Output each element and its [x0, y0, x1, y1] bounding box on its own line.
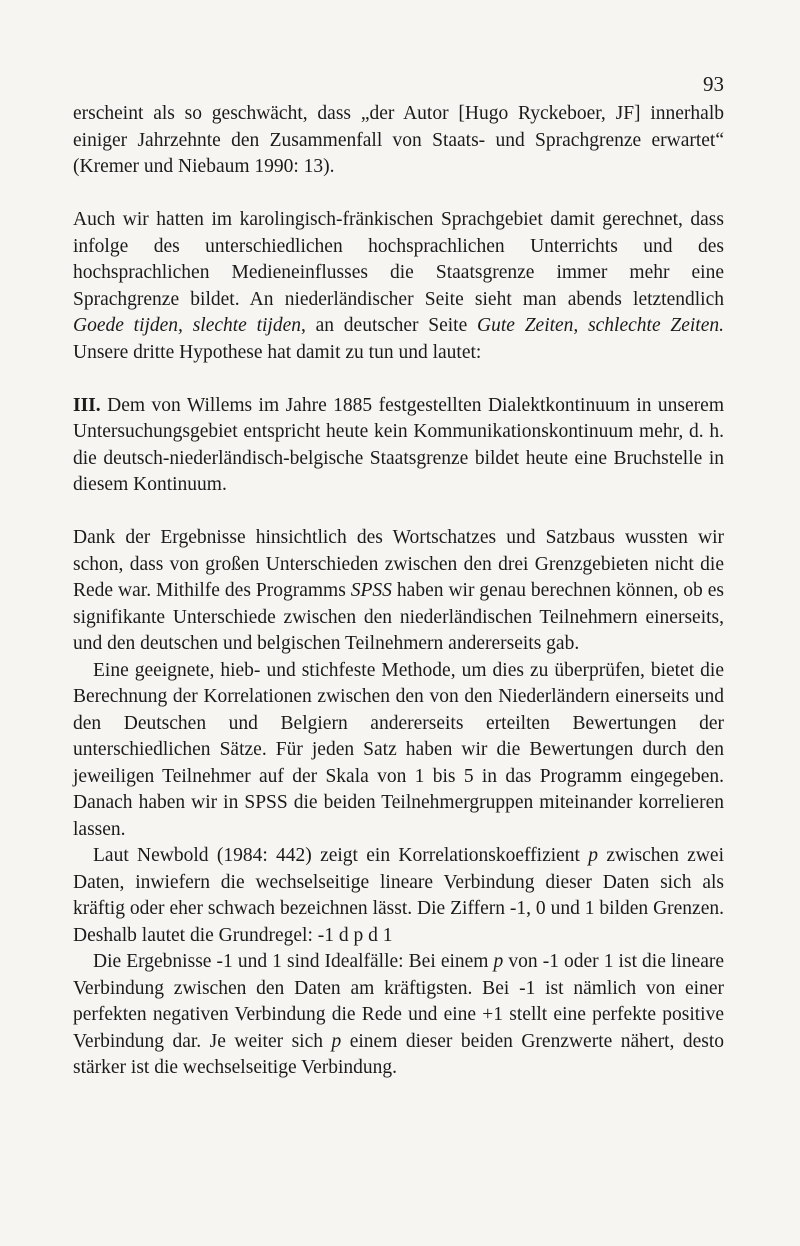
paragraph-2 [73, 207, 724, 366]
paragraph-7-text-c: einem dieser beiden Grenzwerte nähert, desto stärker ist die wechselseitige Verbindung. [73, 1030, 725, 1078]
paragraph-4 [73, 525, 724, 658]
paragraph-6 [73, 843, 724, 949]
body-text [73, 101, 724, 1082]
paragraph-2-text-b: , an deutscher Seite [301, 315, 478, 336]
hypothesis-text: Dem von Willems im Jahre 1885 festgestellten Dialektkontinuum in unserem Untersuchungsgebiet entspricht heute kein Kommunikationskontinuum mehr, d. h. die deutsch-niederländisch-belgische Staatsgrenze bildet heute eine Bruchstelle in diesem Kontinuum. [73, 394, 724, 495]
paragraph-7-text-a: Die Ergebnisse -1 und 1 sind Idealfälle: Bei einem [93, 951, 494, 972]
paragraph-2-text-a: Auch wir hatten im karolingisch-fränkischen Sprachgebiet damit gerechnet, dass infolge des unterschiedlichen hochsprachlichen Unterrichts und des hochsprachlichen Medieneinflusses die Staatsgrenze immer mehr eine Sprachgrenze bildet. An niederländischer Seite sieht man abends letztendlich [73, 209, 724, 310]
hypothesis-three [73, 393, 724, 499]
title-gute-zeiten: Gute Zeiten, schlechte Zeiten. [477, 315, 724, 336]
paragraph-1: erscheint als so geschwächt, dass „der Autor [Hugo Ryckeboer, JF] innerhalb einiger Jahrzehnte den Zusammenfall von Staats- und Sprachgrenze erwartet“ (Kremer und Niebaum 1990: 13). [73, 103, 724, 177]
paragraph-6-text-a: Laut Newbold (1984: 442) zeigt ein Korrelationskoeffizient [93, 845, 589, 866]
title-goede-tijden: Goede tijden, slechte tijden [73, 315, 301, 336]
program-name: SPSS [350, 580, 392, 601]
page-number: 93 [703, 72, 724, 96]
paragraph-7-text-b: von -1 oder 1 ist die lineare Verbindung zwischen den Daten am kräftigsten. Bei -1 ist nämlich von einer perfekten negativen Verbindung die Rede und eine +1 stellt eine perfekte positive Verbindung dar. Je weiter sich [73, 951, 724, 1052]
paragraph-2-text-c: Unsere dritte Hypothese hat damit zu tun und lautet: [73, 341, 482, 363]
paragraph-4-text-b: haben wir genau berechnen können, ob es signifikante Unterschiede zwischen den niederländischen Teilnehmern einerseits, und den deutschen und belgischen Teilnehmern andererseits gab. [73, 580, 724, 654]
hypothesis-numeral: III. [73, 394, 101, 416]
symbol-p: p [588, 845, 599, 866]
symbol-p: p [493, 951, 504, 972]
paragraph-5: Eine geeignete, hieb- und stichfeste Methode, um dies zu überprüfen, bietet die Berechnung der Korrelationen zwischen den von den Niederländern einerseits und den Deutschen und Belgiern andererseits erteilten Bewertungen der unterschiedlichen Sätze. Für jeden Satz haben wir die Bewertungen durch den jeweiligen Teilnehmer auf der Skala von 1 bis 5 in das Programm eingegeben. Danach haben wir in SPSS die beiden Teilnehmergruppen miteinander korrelieren lassen. [73, 659, 724, 840]
symbol-p: p [331, 1030, 342, 1052]
paragraph-6-text-b: zwischen zwei Daten, inwiefern die wechselseitige lineare Verbindung dieser Daten sich als kräftig oder eher schwach bezeichnen lässt. Die Ziffern -1, 0 und 1 bilden Grenzen. Deshalb lautet die Grundregel: -1 d p d 1 [73, 845, 724, 946]
paragraph-7 [73, 949, 724, 1082]
paragraph-4-text-a: Dank der Ergebnisse hinsichtlich des Wortschatzes und Satzbaus wussten wir schon, dass von großen Unterschieden zwischen den drei Grenzgebieten nicht die Rede war. Mithilfe des Programms [73, 527, 724, 601]
